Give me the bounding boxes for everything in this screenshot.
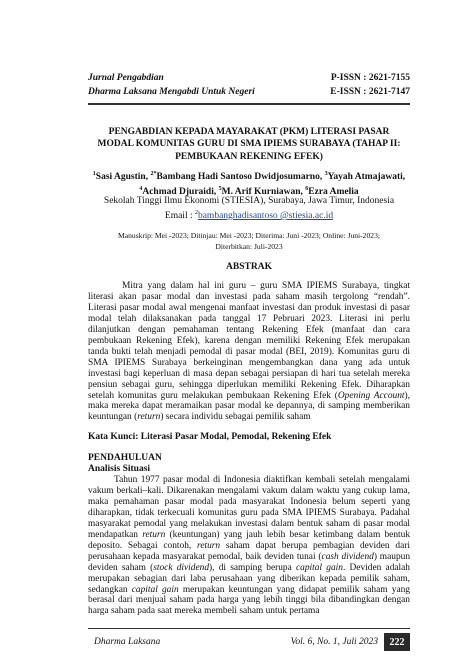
author-number: 1: [92, 171, 96, 177]
abstract-body: Mitra yang dalam hal ini guru – guru SMA IPIEMS Surabaya, tingkat literasi akan pasar modal dan investasi pada saham masih tergolong “rendah”. Literasi pasar modal awal mengenai manfaat investasi dan produk investasi di pasar modal telah dilaksanakan pada tanggal 17 Pebruari 2023. Literasi ini perlu dilanjutkan dengan pemahaman tentang Rekening Efek (manfaat dan cara pembukaan Rekening Efek), karena dengan memiliki Rekening Efek merupakan tanda bukti telah menjadi pemodal di pasar modal (BEI, 2019). Komunitas guru di SMA IPIEMS Surabaya berkeinginan mengembangkan dana yang ada untuk investasi bagi keperluan di masa depan sebagai persiapan di hari tua setelah mereka pensiun sebagai guru, sehingga diperlukan memiliki Rekening Efek. Diharapkan setelah komunitas guru melakukan pembukaan Rekening Efek (: [88, 281, 410, 401]
abstract-heading: ABSTRAK: [226, 262, 272, 272]
author-number: 5: [218, 186, 222, 193]
author-list: [88, 168, 410, 198]
manuscript-dates: [88, 230, 410, 252]
affiliation: Sekolah Tinggi Ilmu Ekonomi (STIESIA), Surabaya, Jawa Timur, Indonesia: [103, 196, 395, 206]
author-number: 2*: [150, 171, 157, 177]
author-name: Bambang Hadi Santoso Dwidjosumarno,: [156, 172, 325, 183]
pissn: P-ISSN : 2621-7155: [330, 73, 410, 83]
body-paragraph: [88, 475, 410, 617]
body-run: . Deviden adalah merupakan sebagian dari laba perusahaan yang diberikan kepada pemilik saham, sedangkan: [88, 562, 410, 595]
title-line: PEMBUKAAN REKENING EFEK): [175, 151, 323, 162]
abstract-body: ) secara individu sebagai pemilik saham: [160, 412, 311, 423]
body-run: (keuntungan) yang jauh lebih besar ketimbang dalam bentuk deposito. Sebagai contoh,: [88, 529, 411, 551]
manuscript-line: Manuskrip: Mei -2023; Ditinjau: Mei -2023; Diterima: Juni -2023; Online: Juni-2023;: [118, 231, 380, 240]
author-name: Sasi Agustin,: [95, 172, 151, 183]
title-line: MODAL KOMUNITAS GURU DI SMA IPIEMS SURABAYA (TAHAP II:: [97, 139, 401, 150]
author-number: 3: [324, 171, 328, 177]
eissn: E-ISSN : 2621-7147: [330, 87, 410, 97]
footer-rule: [88, 628, 410, 629]
page-number-badge: 222: [384, 633, 410, 651]
body-em: stock dividend: [153, 562, 210, 573]
email-line: [88, 207, 410, 222]
section-title: PENDAHULUAN: [88, 453, 162, 463]
body-em: return: [197, 540, 221, 551]
title-line: PENGABDIAN KEPADA MAYARAKAT (PKM) LITERASI PASAR: [108, 127, 390, 137]
body-em: capital gain: [296, 562, 343, 573]
body-run: ) maupun deviden saham (: [88, 551, 411, 573]
header-rule: [88, 103, 410, 105]
footer-journal: Dharma Laksana: [94, 637, 161, 647]
page-footer: [88, 633, 410, 651]
body-run: merupakan keuntungan yang didapat pemilik saham yang berasal dari menjual saham pada harga yang lebih tinggi bila dibandingkan dengan harga saham pada saat mereka membeli saham untuk pertama: [88, 584, 410, 617]
body-em: return: [142, 529, 166, 540]
manuscript-line: Diterbitkan: Juli-2023: [215, 242, 283, 251]
email-label: Email :: [164, 211, 195, 222]
author-name: Ezra Amelia: [308, 187, 359, 198]
journal-name: Jurnal Pengabdian: [88, 73, 164, 83]
paper-title: [88, 126, 410, 163]
email-link[interactable]: bambanghadisantoso @stiesia.ac.id: [197, 211, 334, 222]
journal-subtitle: Dharma Laksana Mengabdi Untuk Negeri: [88, 87, 255, 97]
body-run: saham dapat berupa pembagian deviden dari perusahaan kepada masyarakat pemodal, baik deviden tunai (: [88, 540, 410, 562]
abstract-text: [88, 281, 410, 423]
body-em: cash dividend: [321, 551, 374, 562]
author-number: 6: [305, 186, 309, 193]
journal-header: [88, 71, 410, 99]
body-run: ), di samping berupa: [209, 562, 296, 573]
keywords: Kata Kunci: Literasi Pasar Modal, Pemodal, Rekening Efek: [88, 432, 332, 442]
body-em: capital gain: [131, 584, 179, 595]
body-run: Tahun 1977 pasar modal di Indonesia diaktifkan kembali setelah mengalami vakum berkali–kali. Dikarenakan mengalami vakum dalam waktu yang cukup lama, maka pemahaman pasar modal pada masyarakat Indonesia belum seperti yang diharapkan, tidak terkecuali komunitas guru pada SMA IPIEMS Surabaya. Padahal masyarakat pemodal yang melakukan investasi dalam bentuk saham di pasar modal mendapatkan: [88, 475, 410, 540]
abstract-em: Opening Account: [337, 390, 405, 401]
subsection-title: Analisis Situasi: [88, 463, 151, 474]
author-name: Yayah Atmajawati,: [327, 172, 406, 183]
author-number: 4: [139, 186, 143, 193]
author-name: Achmad Djuraidi,: [142, 187, 219, 198]
footer-volume: Vol. 6, No. 1, Juli 2023: [290, 637, 378, 647]
author-name: M. Arif Kurniawan,: [221, 187, 306, 198]
abstract-em: return: [137, 412, 161, 423]
section-heading: [88, 453, 410, 474]
email-author-number: 2: [194, 210, 198, 216]
abstract-body: ), maka mereka dapat meramaikan pasar modal ke depannya, di samping memberikan keuntungan (: [88, 390, 410, 423]
